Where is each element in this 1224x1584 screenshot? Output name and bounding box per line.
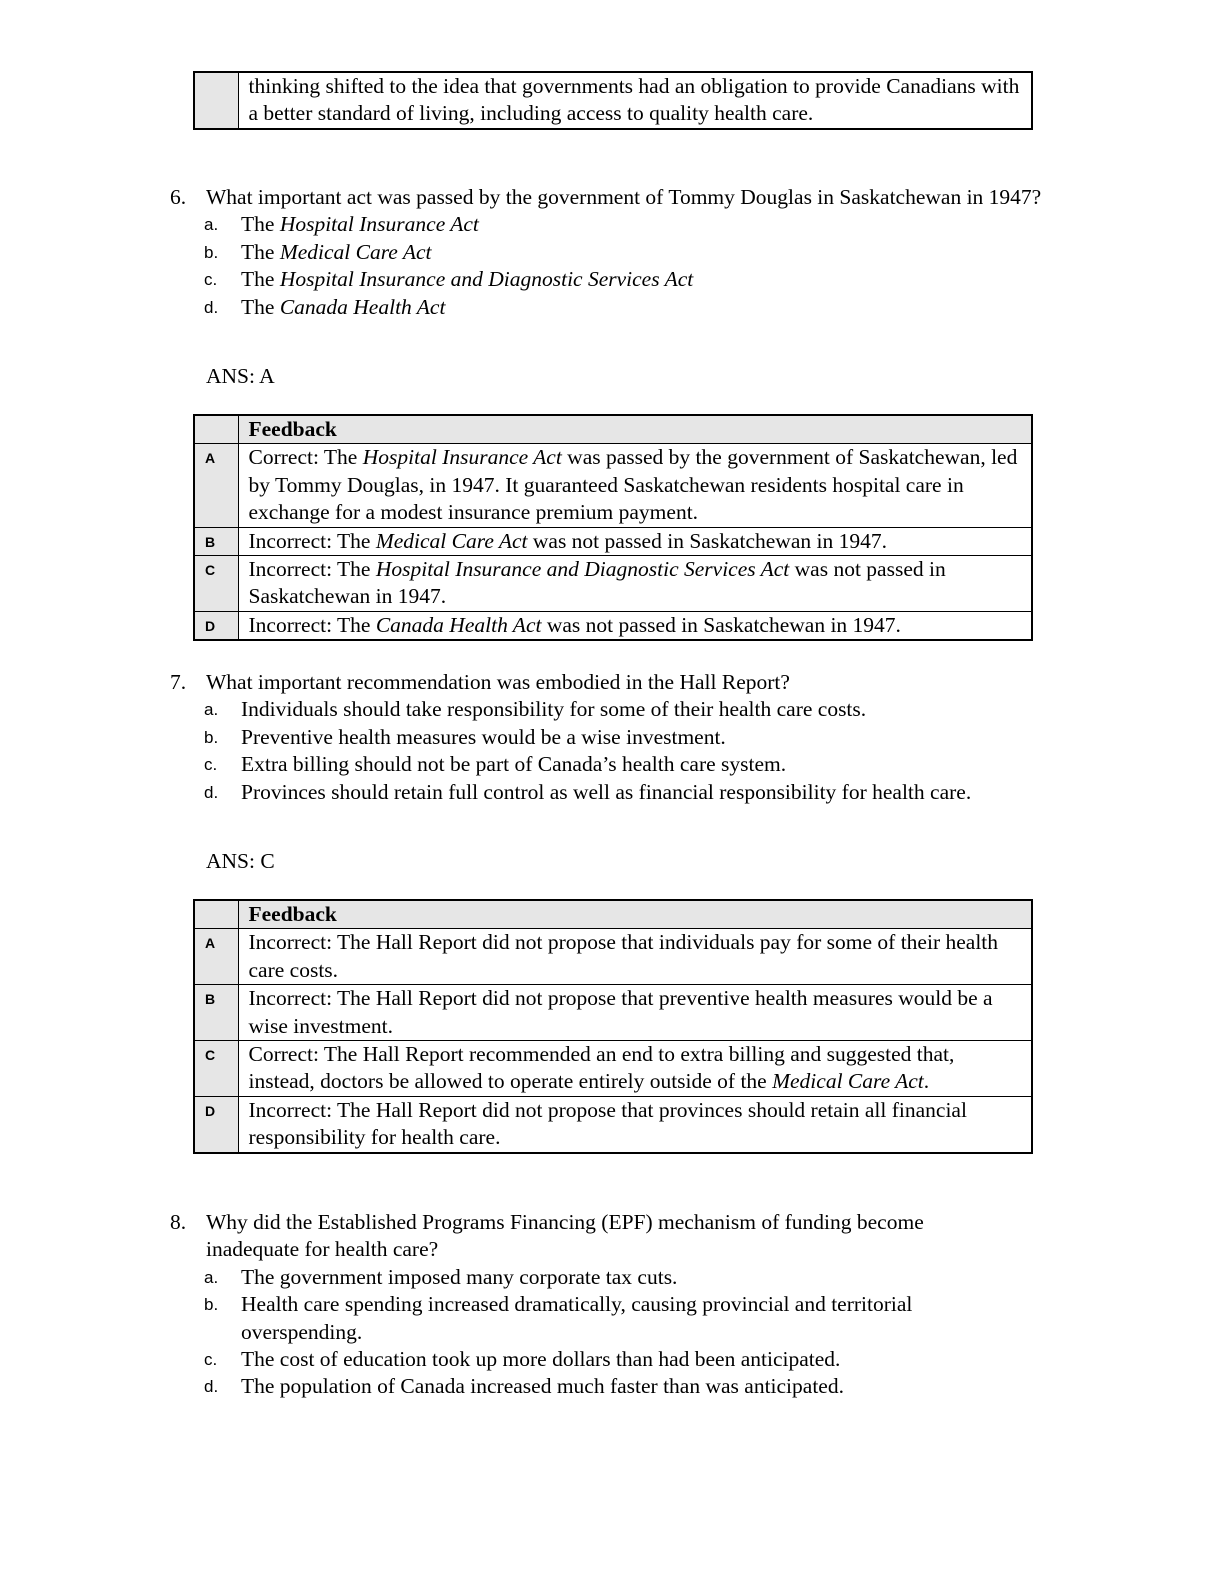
option-italic-title: Medical Care Act [279,239,432,264]
feedback-text-part: Correct: The [248,445,363,470]
question-8 [170,1209,1070,1401]
feedback-key-cell [194,72,238,129]
option-text: The population of Canada increased much faster than was anticipated. [241,1374,844,1399]
feedback-text-part: Incorrect: The [248,528,376,553]
option-letter: d. [204,1377,219,1397]
option-letter: d. [204,782,219,802]
feedback-key: D [194,611,238,640]
feedback-text-part: was passed by the government of Saskatchewan, led by Tommy Douglas, in 1947. It guaranteed Saskatchewan residents hospital care in exchange for a modest insurance premium payment. [248,445,1018,525]
feedback-text [238,1041,1032,1097]
option-letter: b. [204,727,219,747]
feedback-text [238,1096,1032,1152]
option-text: Health care spending increased dramatically, causing provincial and territorial overspending. [241,1292,913,1344]
feedback-italic-title: Medical Care Act [375,528,528,553]
option-list [170,696,1070,806]
option-text: Provinces should retain full control as well as financial responsibility for health care. [241,779,972,804]
option-d [204,779,1070,806]
option-letter: c. [204,270,218,290]
question-stem: What important recommendation was embodied in the Hall Report? [206,670,790,694]
feedback-key: A [194,929,238,985]
option-letter: c. [204,755,218,775]
question-number: 7. [170,670,187,694]
feedback-table-continuation [193,71,1033,130]
feedback-key: C [194,1041,238,1097]
question-number: 8. [170,1210,187,1234]
feedback-key: D [194,1096,238,1152]
feedback-text-part: was not passed in Saskatchewan in 1947. [527,528,887,553]
option-b [204,724,1070,751]
feedback-text-part: Incorrect: The [248,612,376,637]
feedback-row-d [194,1096,1032,1152]
feedback-row-b [194,985,1032,1041]
feedback-row-a [194,444,1032,527]
option-b [204,239,1070,266]
question-stem: What important act was passed by the government of Tommy Douglas in Saskatchewan in 1947? [206,185,1042,209]
option-text: The cost of education took up more dollars than had been anticipated. [241,1347,841,1372]
option-text: The [241,294,280,319]
feedback-header-row [194,900,1032,929]
feedback-text [238,611,1032,640]
feedback-text-part: . [923,1069,930,1094]
option-b [204,1291,1070,1346]
question-6 [170,184,1070,321]
feedback-row-d [194,611,1032,640]
feedback-text: thinking shifted to the idea that governments had an obligation to provide Canadians with a better standard of living, including access to quality health care. [238,72,1032,129]
feedback-key: A [194,444,238,527]
feedback-key: C [194,556,238,612]
feedback-key: B [194,527,238,555]
option-letter: b. [204,242,219,262]
feedback-text [238,527,1032,555]
feedback-italic-title: Canada Health Act [375,612,542,637]
answer-6: ANS: A [206,364,275,388]
option-letter: d. [204,297,219,317]
feedback-italic-title: Hospital Insurance Act [362,445,562,470]
feedback-text-part: was not passed in Saskatchewan in 1947. [541,612,901,637]
feedback-text-part: Incorrect: The [248,557,376,582]
feedback-key-cell [194,900,238,929]
feedback-header: Feedback [238,900,1032,929]
option-a [204,1264,1070,1291]
option-a [204,696,1070,723]
feedback-text [238,444,1032,527]
feedback-row-c [194,556,1032,612]
feedback-row [194,72,1032,129]
feedback-key-cell [194,415,238,444]
option-text: The [241,239,280,264]
option-text: The [241,267,280,292]
option-text: Preventive health measures would be a wise investment. [241,724,726,749]
feedback-italic-title: Hospital Insurance and Diagnostic Services Act [375,557,790,582]
option-c [204,266,1070,293]
option-text: Individuals should take responsibility for some of their health care costs. [241,697,867,722]
feedback-key: B [194,985,238,1041]
feedback-text-part: Incorrect: The Hall Report did not propose that individuals pay for some of their health care costs. [248,930,999,982]
feedback-row-b [194,527,1032,555]
option-a [204,211,1070,238]
feedback-header: Feedback [238,415,1032,444]
feedback-text-part: Incorrect: The Hall Report did not propose that preventive health measures would be a wise investment. [248,986,993,1038]
option-italic-title: Hospital Insurance Act [279,212,479,237]
feedback-text-part: Correct: The Hall Report recommended an end to extra billing and suggested that, instead, doctors be allowed to operate entirely outside of the [248,1042,955,1094]
option-text: The government imposed many corporate tax cuts. [241,1264,678,1289]
feedback-text [238,985,1032,1041]
option-list [170,211,1070,321]
option-letter: a. [204,700,219,720]
feedback-header-row [194,415,1032,444]
option-letter: a. [204,215,219,235]
feedback-text [238,556,1032,612]
feedback-italic-title: Medical Care Act [772,1069,924,1094]
option-text: The [241,212,280,237]
option-list [170,1264,1070,1401]
answer-7: ANS: C [206,849,275,873]
option-d [204,1373,1070,1400]
feedback-text [238,929,1032,985]
feedback-text-part: was not passed in Saskatchewan in 1947. [248,557,946,609]
feedback-row-c [194,1041,1032,1097]
question-stem: Why did the Established Programs Financing (EPF) mechanism of funding become inadequate for health care? [206,1210,924,1262]
feedback-table-6 [193,414,1033,641]
option-italic-title: Hospital Insurance and Diagnostic Services Act [279,267,694,292]
feedback-text-part: Incorrect: The Hall Report did not propose that provinces should retain all financial responsibility for health care. [248,1097,967,1150]
feedback-row-a [194,929,1032,985]
option-letter: a. [204,1267,219,1287]
option-c [204,1346,1070,1373]
option-italic-title: Canada Health Act [279,294,446,319]
option-d [204,294,1070,321]
question-number: 6. [170,185,187,209]
option-letter: c. [204,1350,218,1370]
option-c [204,751,1070,778]
option-text: Extra billing should not be part of Canada’s health care system. [241,752,787,777]
feedback-table-7 [193,899,1033,1154]
option-letter: b. [204,1295,219,1315]
question-7 [170,669,1070,806]
